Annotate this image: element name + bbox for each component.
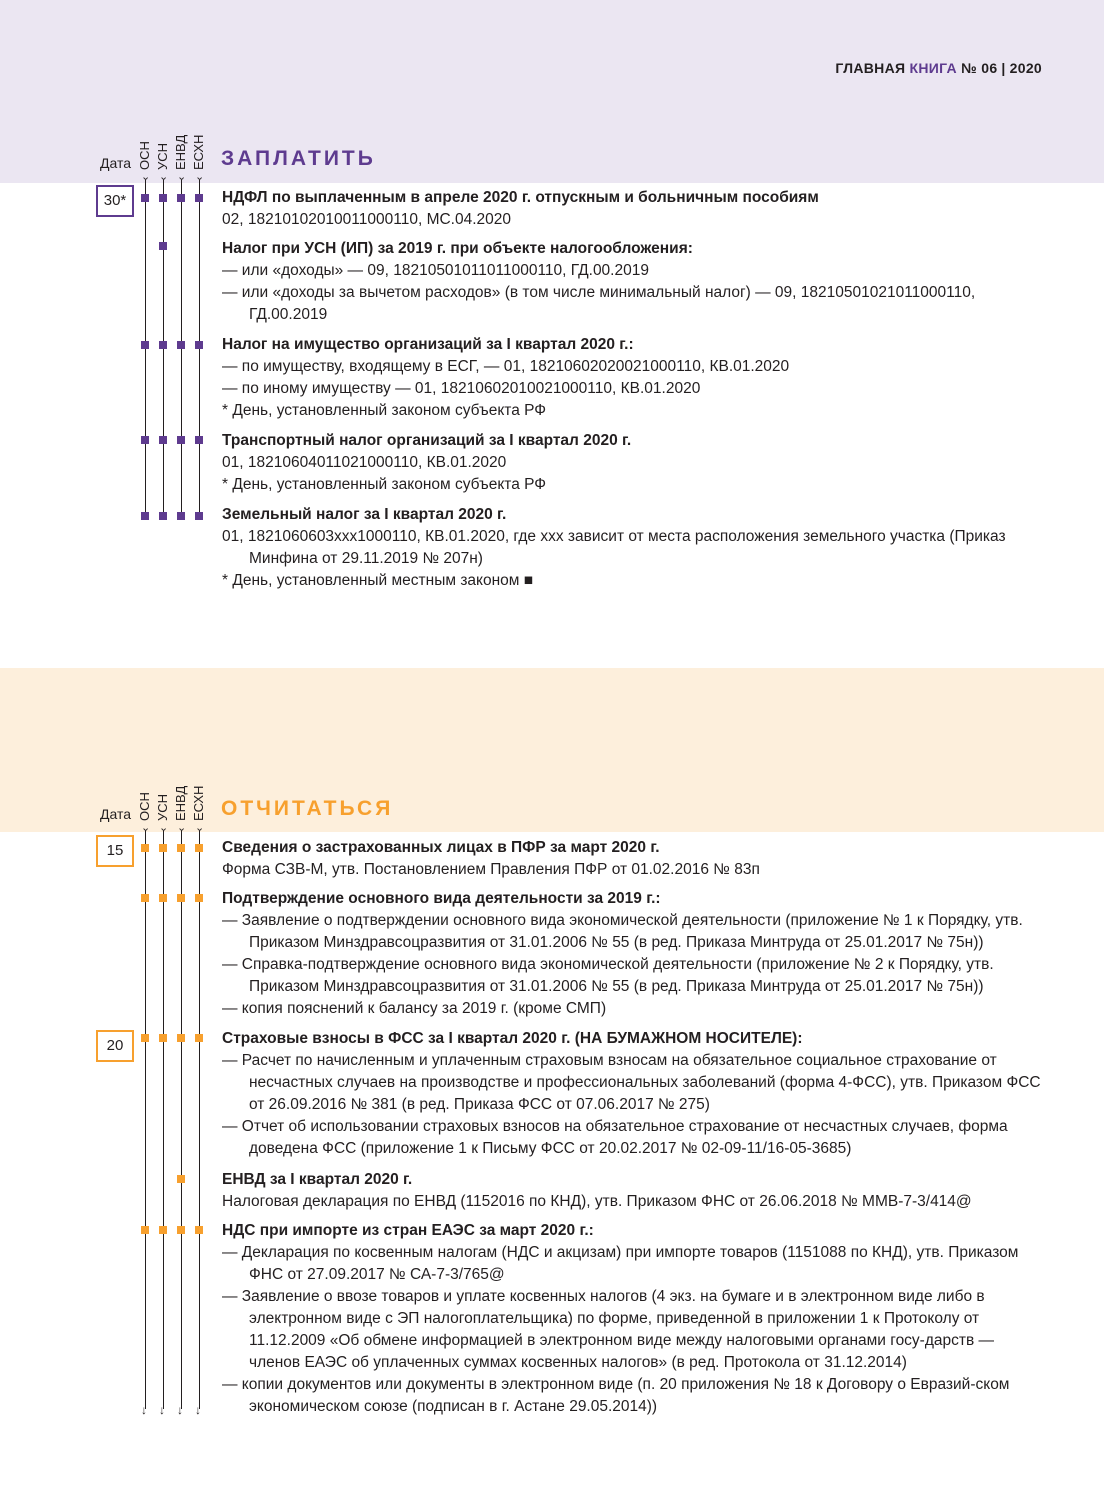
pay-entry-transport (222, 430, 1044, 496)
report-marker (177, 1226, 185, 1234)
entry-line: — по имуществу, входящему в ЕСГ, — 01, 18210602020021000110, КВ.01.2020 (222, 358, 790, 375)
report-marker (141, 1034, 149, 1042)
report-marker (177, 1175, 185, 1183)
pay-marker (159, 242, 167, 250)
entry-line: — Справка-подтверждение основного вида экономической деятельности (приложение № 2 к Порядку, утв. Приказом Минздравсоцразвития от 31.01.2006 № 55 (в ред. Приказа Минтруда от 25.01.2017 № 75н)) (222, 956, 994, 995)
report-eshn-arrow-icon: ↓ (195, 1403, 201, 1417)
entry-line: — копии документов или документы в электронном виде (п. 20 приложения № 18 к Договору о Евразий-ском экономическом союзе (подписан в г. Астане 29.05.2014)) (222, 1376, 1010, 1415)
pay-osn-tick: ⌄ (141, 171, 151, 183)
pay-marker (195, 341, 203, 349)
pay-entry-usn (222, 238, 1044, 326)
pay-marker (159, 512, 167, 520)
header-separator: | (1001, 60, 1006, 76)
pay-entry-land (222, 504, 1044, 592)
report-marker (177, 844, 185, 852)
report-envd-arrow-icon: ↓ (177, 1403, 183, 1417)
pay-marker (177, 194, 185, 202)
report-entry-szv (222, 837, 1044, 881)
entry-line: Форма СЗВ-М, утв. Постановлением Правления ПФР от 01.02.2016 № 83п (222, 861, 760, 878)
pay-marker (141, 341, 149, 349)
entry-line: — Расчет по начисленным и уплаченным страховым взносам на обязательное социальное страхование от несчастных случаев на производстве и профессиональных заболеваний (форма 4-ФСС), утв. Приказом ФСС от 26.09.2016 № 381 (в ред. Приказа ФСС от 07.06.2017 № 275) (222, 1052, 1041, 1113)
entry-title: Транспортный налог организаций за I квартал 2020 г. (222, 432, 632, 449)
report-date-box-2: 20 (96, 1030, 134, 1062)
pay-marker (195, 194, 203, 202)
pay-usn-line (163, 180, 164, 518)
report-marker (159, 844, 167, 852)
header-main: ГЛАВНАЯ (835, 60, 906, 76)
entry-line: — или «доходы» — 09, 18210501011011000110, ГД.00.2019 (222, 262, 649, 279)
report-envd-header: ЕНВД (173, 785, 188, 821)
pay-marker (177, 436, 185, 444)
header-issue: № 06 (961, 60, 998, 76)
pay-usn-tick: ⌄ (159, 171, 169, 183)
pay-marker (159, 341, 167, 349)
pay-marker (159, 436, 167, 444)
entry-line: * День, установленный законом субъекта РФ (222, 476, 547, 493)
report-envd-line (181, 831, 182, 1409)
pay-marker (141, 512, 149, 520)
report-osn-header: ОСН (137, 792, 152, 821)
entry-title: Подтверждение основного вида деятельности за 2019 г.: (222, 890, 661, 907)
pay-eshn-line (199, 180, 200, 518)
report-eshn-tick: ⌄ (195, 822, 205, 834)
report-marker (159, 1034, 167, 1042)
report-marker (177, 1034, 185, 1042)
entry-line: — или «доходы за вычетом расходов» (в том числе минимальный налог) — 09, 18210501021011000110, ГД.00.2019 (222, 284, 976, 323)
entry-line: — копия пояснений к балансу за 2019 г. (кроме СМП) (222, 1000, 607, 1017)
entry-line: — по иному имуществу — 01, 18210602010021000110, КВ.01.2020 (222, 380, 701, 397)
pay-usn-header: УСН (155, 142, 170, 170)
report-date-box-1: 15 (96, 835, 134, 867)
pay-envd-tick: ⌄ (177, 171, 187, 183)
pay-marker (177, 512, 185, 520)
report-osn-line (145, 831, 146, 1409)
report-entry-fss (222, 1028, 1044, 1160)
pay-section-title: ЗАПЛАТИТЬ (221, 147, 376, 170)
pay-osn-line (145, 180, 146, 518)
pay-marker (141, 194, 149, 202)
report-usn-header: УСН (155, 793, 170, 821)
entry-title: Налог при УСН (ИП) за 2019 г. при объекте налогообложения: (222, 240, 693, 257)
pay-eshn-header: ЕСХН (191, 134, 206, 170)
entry-line: — Заявление о подтверждении основного вида экономической деятельности (приложение № 1 к Порядку, утв. Приказом Минздравсоцразвития от 31.01.2006 № 55 (в ред. Приказа Минтруда от 25.01.2017 № 75н)) (222, 912, 1023, 951)
report-eshn-line (199, 831, 200, 1409)
report-entry-activity (222, 888, 1044, 1020)
report-envd-tick: ⌄ (177, 822, 187, 834)
report-osn-tick: ⌄ (141, 822, 151, 834)
entry-title: Налог на имущество организаций за I квартал 2020 г.: (222, 336, 634, 353)
report-marker (141, 1226, 149, 1234)
pay-envd-header: ЕНВД (173, 134, 188, 170)
report-marker (195, 894, 203, 902)
report-date-header: Дата (100, 806, 132, 822)
header-kniga: КНИГА (909, 60, 957, 76)
report-usn-arrow-icon: ↓ (159, 1403, 165, 1417)
pay-marker (159, 194, 167, 202)
report-section-title: ОТЧИТАТЬСЯ (221, 797, 394, 820)
entry-title: НДФЛ по выплаченным в апреле 2020 г. отпускным и больничным пособиям (222, 189, 819, 206)
report-entry-vat-import (222, 1220, 1044, 1418)
entry-title: НДС при импорте из стран ЕАЭС за март 2020 г.: (222, 1222, 594, 1239)
report-marker (195, 1034, 203, 1042)
header-year: 2020 (1009, 60, 1042, 76)
pay-marker (195, 512, 203, 520)
entry-line: 02, 18210102010011000110, МС.04.2020 (222, 211, 512, 228)
entry-title: Страховые взносы в ФСС за I квартал 2020 г. (НА БУМАЖНОМ НОСИТЕЛЕ): (222, 1030, 803, 1047)
pay-date-header: Дата (100, 155, 132, 171)
report-osn-arrow-icon: ↓ (141, 1403, 147, 1417)
report-marker (159, 1226, 167, 1234)
entry-line: — Заявление о ввозе товаров и уплате косвенных налогов (4 экз. на бумаге и в электронном виде либо в электронном виде с ЭП налогоплательщика) по форме, приведенной в приложении 1 к Протоколу от 11.12.2009 «Об обмене информацией в электронном виде между налоговыми органами госу-дарств — членов ЕАЭС об уплаченных суммах косвенных налогов» (в ред. Протокола от 31.12.2014) (222, 1288, 995, 1371)
pay-osn-header: ОСН (137, 141, 152, 170)
pay-envd-line (181, 180, 182, 518)
entry-title: Земельный налог за I квартал 2020 г. (222, 506, 507, 523)
pay-entry-property (222, 334, 1044, 422)
pay-marker (141, 436, 149, 444)
entry-title: Сведения о застрахованных лицах в ПФР за март 2020 г. (222, 839, 660, 856)
entry-line: Налоговая декларация по ЕНВД (1152016 по КНД), утв. Приказом ФНС от 26.06.2018 № ММВ-7-3/414@ (222, 1193, 972, 1210)
entry-line: — Декларация по косвенным налогам (НДС и акцизам) при импорте товаров (1151088 по КНД), утв. Приказом ФНС от 27.09.2017 № СА-7-3/765@ (222, 1244, 1019, 1283)
pay-eshn-tick: ⌄ (195, 171, 205, 183)
report-marker (195, 1226, 203, 1234)
report-usn-line (163, 831, 164, 1409)
entry-line: 01, 18210604011021000110, КВ.01.2020 (222, 454, 507, 471)
pay-date-box: 30* (96, 185, 134, 217)
report-entry-envd (222, 1169, 1044, 1213)
entry-line: * День, установленный местным законом ■ (222, 572, 534, 589)
magazine-header (835, 60, 1042, 76)
report-usn-tick: ⌄ (159, 822, 169, 834)
entry-line: * День, установленный законом субъекта РФ (222, 402, 547, 419)
pay-marker (195, 436, 203, 444)
report-marker (141, 844, 149, 852)
pay-marker (177, 341, 185, 349)
pay-entry-ndfl (222, 187, 1044, 231)
entry-line: 01, 1821060603xxx1000110, КВ.01.2020, где xxx зависит от места расположения земельного участка (Приказ Минфина от 29.11.2019 № 207н) (222, 528, 1006, 567)
report-marker (177, 894, 185, 902)
report-eshn-header: ЕСХН (191, 785, 206, 821)
entry-line: — Отчет об использовании страховых взносов на обязательное страхование от несчастных случаев, форма доведена ФСС (приложение 1 к Письму ФСС от 20.02.2017 № 02-09-11/16-05-3685) (222, 1118, 1008, 1157)
report-marker (141, 894, 149, 902)
report-marker (195, 844, 203, 852)
report-marker (159, 894, 167, 902)
entry-title: ЕНВД за I квартал 2020 г. (222, 1171, 413, 1188)
